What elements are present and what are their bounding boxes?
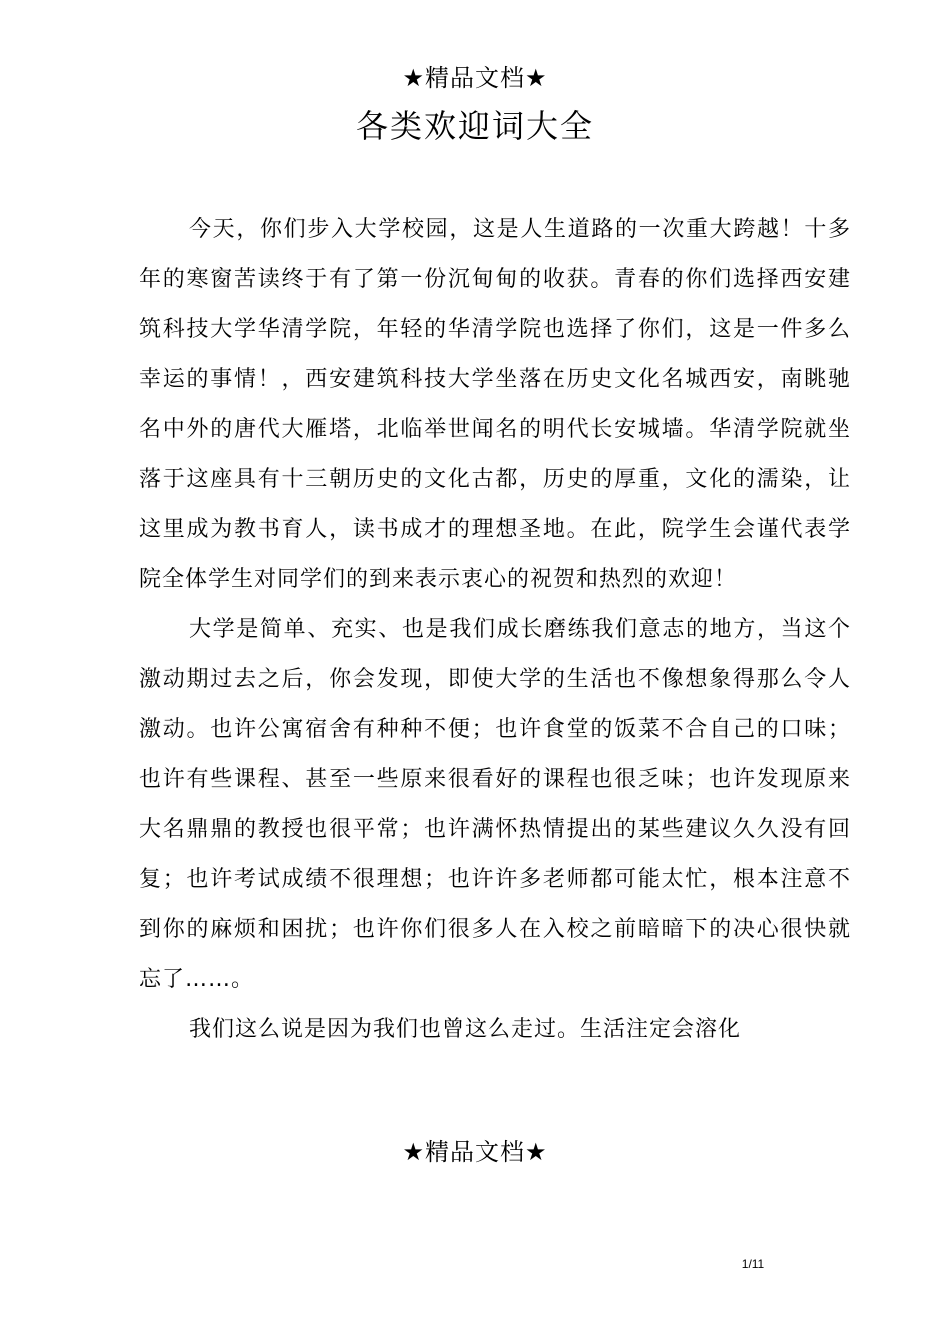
document-body — [139, 205, 851, 1055]
paragraph-1: 今天，你们步入大学校园，这是人生道路的一次重大跨越！十多年的寒窗苦读终于有了第一份沉甸甸的收获。青春的你们选择西安建筑科技大学华清学院，年轻的华清学院也选择了你们，这是一件多么幸运的事情！，西安建筑科技大学坐落在历史文化名城西安，南眺驰名中外的唐代大雁塔，北临举世闻名的明代长安城墙。华清学院就坐落于这座具有十三朝历史的文化古都，历史的厚重，文化的濡染，让这里成为教书育人，读书成才的理想圣地。在此，院学生会谨代表学院全体学生对同学们的到来表示衷心的祝贺和热烈的欢迎！ — [139, 217, 851, 592]
paragraph-3: 我们这么说是因为我们也曾这么走过。生活注定会溶化 — [189, 1017, 742, 1042]
footer-mark: ★精品文档★ — [402, 1138, 548, 1166]
document-title: 各类欢迎词大全 — [355, 107, 594, 145]
page-number: 1/11 — [741, 1257, 765, 1271]
paragraph-2: 大学是简单、充实、也是我们成长磨练我们意志的地方，当这个激动期过去之后，你会发现，即使大学的生活也不像想象得那么令人激动。也许公寓宿舍有种种不便；也许食堂的饭菜不合自己的口味；也许有些课程、甚至一些原来很看好的课程也很乏味；也许发现原来大名鼎鼎的教授也很平常；也许满怀热情提出的某些建议久久没有回复；也许考试成绩不很理想；也许许多老师都可能太忙，根本注意不到你的麻烦和困扰；也许你们很多人在入校之前暗暗下的决心很快就忘了……。 — [139, 617, 851, 992]
header-mark: ★精品文档★ — [402, 64, 548, 92]
